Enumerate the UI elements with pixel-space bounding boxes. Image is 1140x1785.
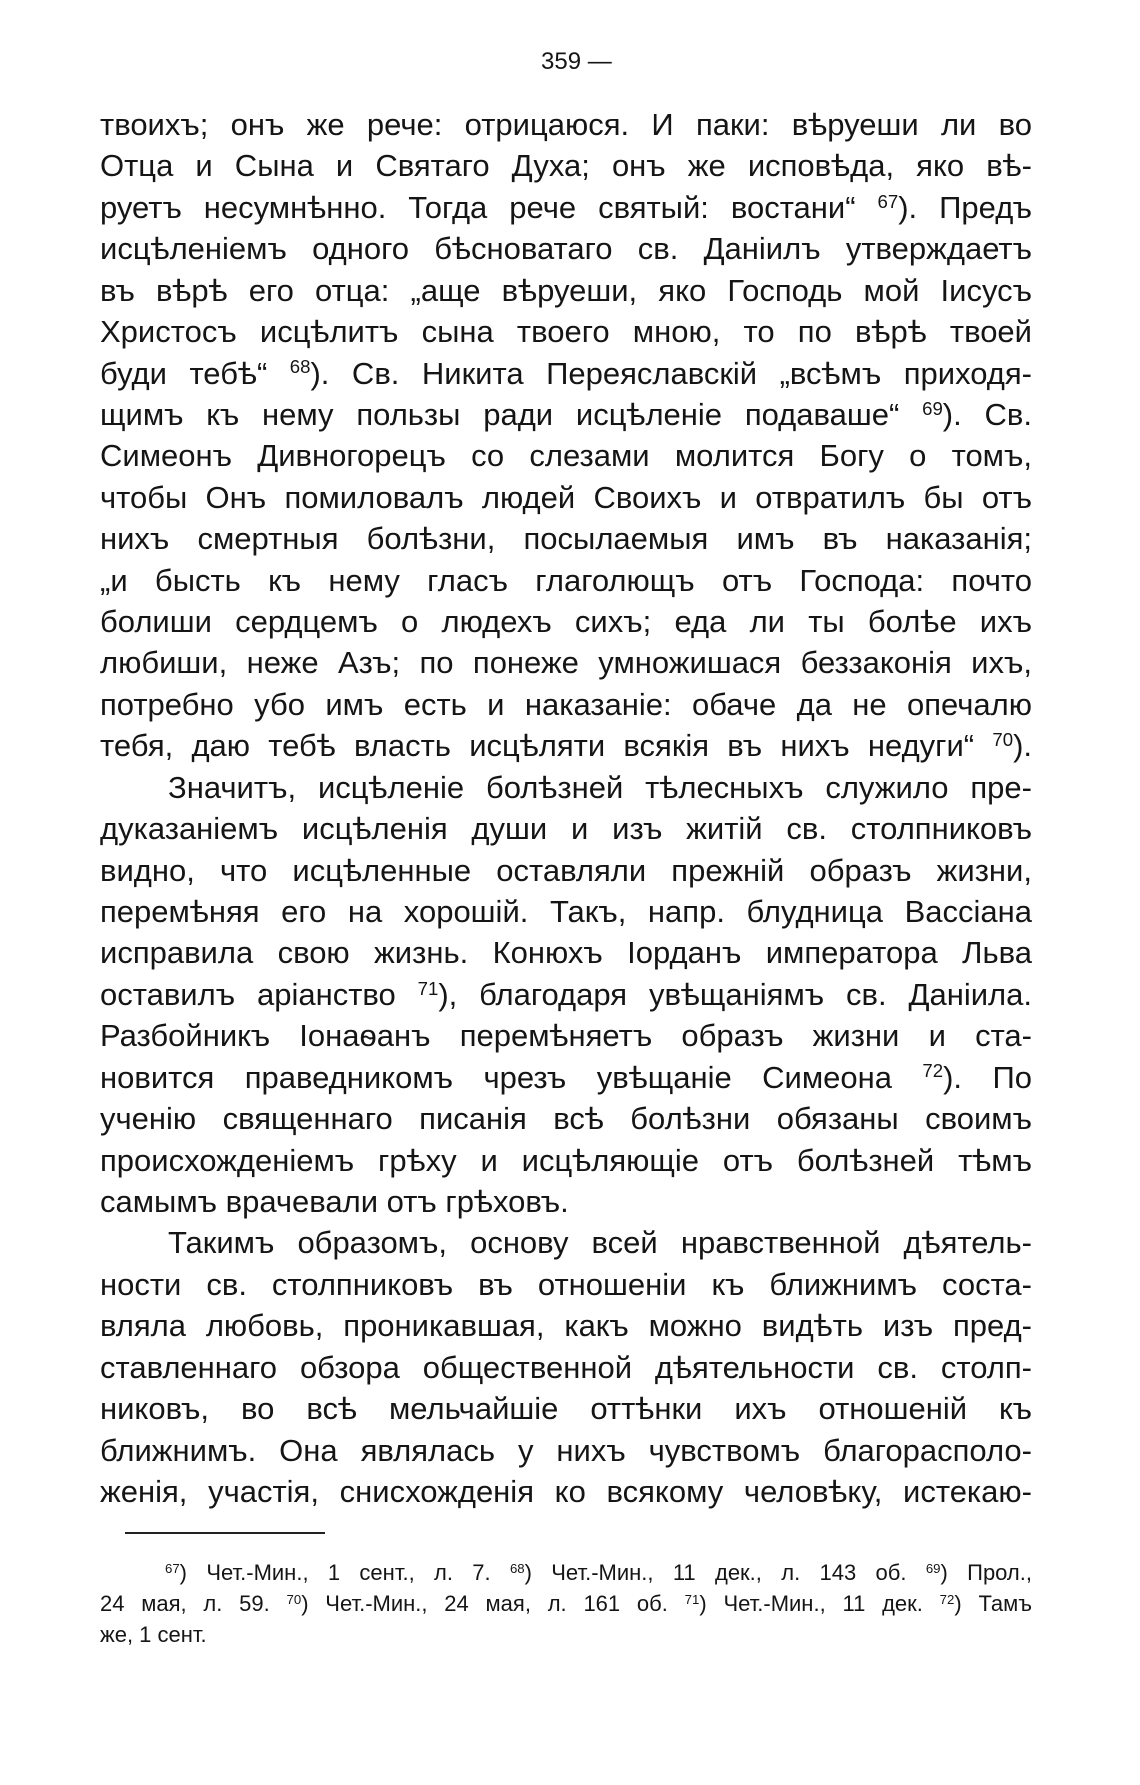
text-run: новится праведникомъ чрезъ увѣщаніе Симеона: [100, 1059, 923, 1095]
footnote-reference: 72: [922, 1060, 944, 1082]
text-line: [100, 311, 1032, 352]
text-run: происхожденіемъ грѣху и исцѣляющіе отъ болѣзней тѣмъ: [100, 1142, 1032, 1178]
text-run: буди тебѣ“: [100, 355, 290, 391]
text-line: [100, 353, 1032, 394]
text-run: ) Чет.-Мин., 24 мая, л. 161 об.: [301, 1591, 685, 1616]
text-run: любиши, неже Азъ; по понеже умножишася беззаконія ихъ,: [100, 645, 1032, 681]
text-line: [100, 518, 1032, 559]
text-run: ставленнаго обзора общественной дѣятельности св. столп-: [100, 1349, 1032, 1385]
text-line: [100, 1305, 1032, 1346]
text-run: Отца и Сына и Святаго Духа; онъ же исповѣда, яко вѣ-: [100, 148, 1032, 184]
text-line: [100, 1388, 1032, 1429]
text-line: [100, 1140, 1032, 1181]
text-line: [100, 850, 1032, 891]
text-run: ) Прол.,: [940, 1560, 1032, 1585]
text-run: Христосъ исцѣлитъ сына твоего мною, то по вѣрѣ твоей: [100, 314, 1032, 350]
text-run: въ вѣрѣ его отца: „аще вѣруеши, яко Господь мой Іисусъ: [100, 272, 1032, 308]
text-run: болиши сердцемъ о людехъ сихъ; еда ли ты болѣе ихъ: [100, 604, 1032, 640]
footnote-reference: 68: [509, 1561, 525, 1577]
text-run: ближнимъ. Она являлась у нихъ чувствомъ благорасполо-: [100, 1432, 1032, 1468]
footnote-reference: 69: [925, 1561, 941, 1577]
footnote-reference: 72: [939, 1592, 955, 1608]
text-line: [100, 1430, 1032, 1471]
paragraph-1: [100, 104, 1032, 767]
text-run: ) Чет.-Мин., 11 дек., л. 143 об.: [524, 1560, 926, 1585]
text-line: [100, 684, 1032, 725]
text-run: Разбойникъ Іонаѳанъ перемѣняетъ образъ жизни и ста-: [100, 1018, 1032, 1054]
text-run: 24 мая, л. 59.: [100, 1591, 287, 1616]
text-run: потребно убо имъ есть и наказаніе: обаче да не опечалю: [100, 686, 1032, 722]
text-line: [100, 974, 1032, 1015]
text-line: [100, 1557, 1032, 1588]
text-line: [100, 187, 1032, 228]
text-run: видно, что исцѣленные оставляли прежній образъ жизни,: [100, 852, 1032, 888]
text-line: [100, 1222, 1032, 1263]
text-line: [100, 145, 1032, 186]
text-run: исправила свою жизнь. Конюхъ Іорданъ императора Льва: [100, 935, 1032, 971]
text-line: [100, 435, 1032, 476]
footnote-reference: 70: [286, 1592, 302, 1608]
text-run: ). Предъ: [898, 189, 1032, 225]
footnote-reference: 67: [877, 190, 899, 212]
footnote-reference: 68: [289, 356, 311, 378]
text-line: [100, 1181, 1032, 1222]
text-run: ).: [1013, 728, 1032, 764]
text-line: [100, 560, 1032, 601]
text-line: [100, 1619, 1032, 1650]
text-line: [100, 1347, 1032, 1388]
text-run: перемѣняя его на хорошій. Такъ, напр. блудница Вассіана: [100, 894, 1032, 930]
text-run: чтобы Онъ помиловалъ людей Своихъ и отвратилъ бы отъ: [100, 479, 1032, 515]
footnote-reference: 67: [165, 1561, 180, 1577]
text-line: [100, 1264, 1032, 1305]
paragraph-3: [100, 1222, 1032, 1512]
text-line: [100, 1015, 1032, 1056]
text-run: дуказаніемъ исцѣленія души и изъ житій св. столпниковъ: [100, 811, 1032, 847]
text-line: [100, 270, 1032, 311]
text-line: [100, 642, 1032, 683]
text-run: нихъ смертныя болѣзни, посылаемыя имъ въ наказанія;: [100, 521, 1032, 557]
text-run: ученію священнаго писанія всѣ болѣзни обязаны своимъ: [100, 1101, 1032, 1137]
text-line: [100, 1588, 1032, 1619]
text-run: руетъ несумнѣнно. Тогда рече святый: востани“: [100, 189, 878, 225]
text-run: Такимъ образомъ, основу всей нравственной дѣятель-: [168, 1225, 1032, 1261]
text-run: Значитъ, исцѣленіе болѣзней тѣлесныхъ служило пре-: [168, 769, 1032, 805]
paragraph-2: [100, 767, 1032, 1223]
text-run: ) Чет.-Мин., 11 дек.: [699, 1591, 940, 1616]
text-line: [100, 601, 1032, 642]
text-run: твоихъ; онъ же рече: отрицаюся. И паки: вѣруеши ли во: [100, 107, 1032, 142]
footnotes: [100, 1557, 1032, 1650]
footnote-divider: [125, 1532, 325, 1534]
text-line: [100, 891, 1032, 932]
text-line: [100, 1098, 1032, 1139]
text-run: „и бысть къ нему гласъ глаголющъ отъ Господа: почто: [100, 562, 1032, 598]
text-line: [100, 477, 1032, 518]
text-run: вляла любовь, проникавшая, какъ можно видѣть изъ пред-: [100, 1308, 1032, 1344]
footnote-reference: 71: [684, 1592, 700, 1608]
text-run: никовъ, во всѣ мельчайшіе оттѣнки ихъ отношеній къ: [100, 1391, 1032, 1427]
footnote-reference: 71: [417, 977, 439, 999]
text-line: [100, 767, 1032, 808]
text-run: ) Тамъ: [954, 1591, 1033, 1616]
text-run: исцѣленіемъ одного бѣсноватаго св. Даніилъ утверждаетъ: [100, 231, 1032, 267]
main-text: [100, 104, 1032, 1512]
text-line: [100, 228, 1032, 269]
text-run: ). Св.: [942, 396, 1032, 432]
text-run: оставилъ аріанство: [100, 976, 418, 1012]
text-run: ) Чет.-Мин., 1 сент., л. 7.: [179, 1560, 510, 1585]
text-run: же, 1 сент.: [100, 1622, 207, 1647]
text-run: щимъ къ нему пользы ради исцѣленіе подаваше“: [100, 396, 923, 432]
text-run: женія, участія, снисхожденія ко всякому человѣку, истекаю-: [100, 1473, 1032, 1509]
text-line: [100, 394, 1032, 435]
text-run: ), благодаря увѣщаніямъ св. Даніила.: [438, 976, 1032, 1012]
text-line: [100, 808, 1032, 849]
page-number: 359 —: [541, 48, 612, 75]
text-line: [100, 1471, 1032, 1512]
text-run: самымъ врачевали отъ грѣховъ.: [100, 1183, 569, 1219]
text-line: [100, 932, 1032, 973]
text-line: [100, 1057, 1032, 1098]
footnote-reference: 70: [992, 729, 1014, 751]
footnote-reference: 69: [922, 397, 943, 419]
text-run: ). Св. Никита Переяславскій „всѣмъ приходя-: [310, 355, 1033, 391]
text-run: ности св. столпниковъ въ отношеніи къ ближнимъ соста-: [100, 1266, 1032, 1302]
text-run: ). По: [943, 1059, 1032, 1095]
text-line: [100, 725, 1032, 766]
text-line: [100, 104, 1032, 145]
text-run: Симеонъ Дивногорецъ со слезами молится Богу о томъ,: [100, 438, 1032, 474]
text-run: тебя, даю тебѣ власть исцѣляти всякія въ нихъ недуги“: [100, 728, 993, 764]
